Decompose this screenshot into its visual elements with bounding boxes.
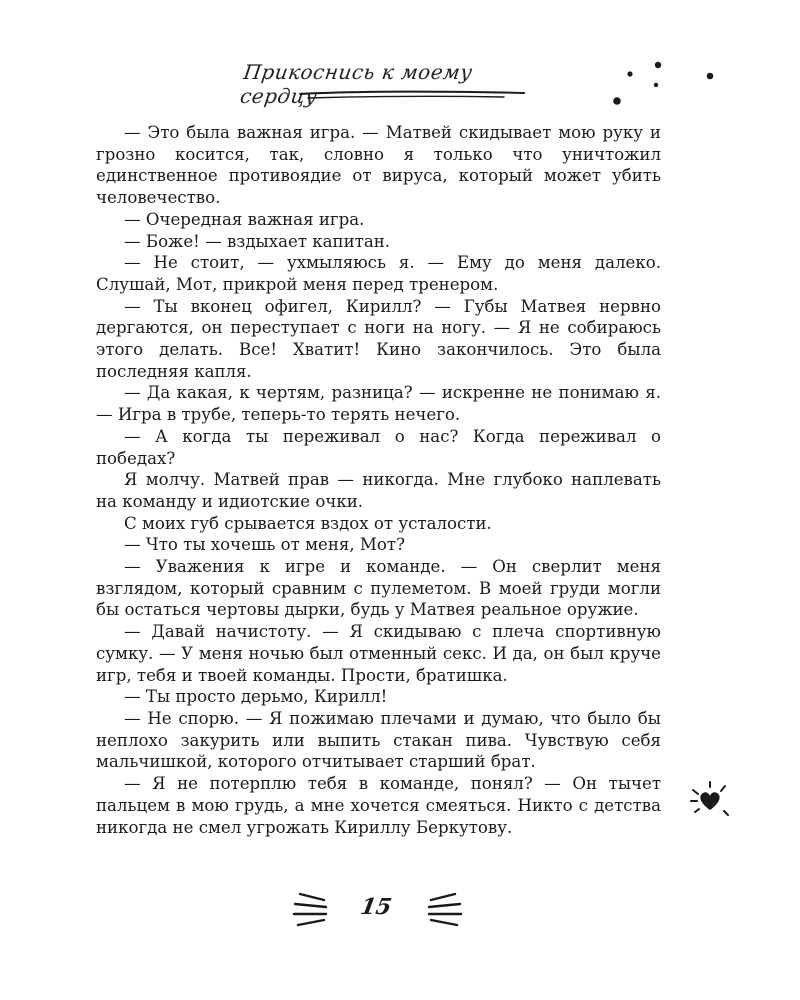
page-number-block: [290, 888, 465, 932]
paragraph: — Не стоит, — ухмыляюсь я. — Ему до меня далеко. Слушай, Мот, прикрой меня перед тренером.: [96, 253, 661, 294]
scattered-dots-icon: [600, 55, 730, 115]
paragraph: — Ты вконец офигел, Кирилл? — Губы Матвея нервно дергаются, он переступает с ноги на ногу. — Я не собираюсь этого делать. Все! Хватит! Кино закончилось. Это была последняя капля.: [96, 296, 661, 381]
paragraph: — Боже! — вздыхает капитан.: [124, 231, 391, 251]
paragraph: — Я не потерплю тебя в команде, понял? — Он тычет пальцем в мою грудь, а мне хочется смеяться. Никто с детства никогда не смел угрожать Кириллу Беркутову.: [96, 774, 661, 837]
paragraph: — Да какая, к чертям, разница? — искренне не понимаю я. — Игра в трубе, теперь-то терять нечего.: [96, 383, 661, 425]
heart-doodle-icon: [684, 780, 736, 822]
paragraph: — Уважения к игре и команде. — Он сверлит меня взглядом, который сравним с пулеметом. В моей груди могли бы остаться чертовы дырки, будь у Матвея реальное оружие.: [96, 557, 661, 620]
sunburst-rays-icon: [290, 888, 340, 932]
paragraph: — Это была важная игра. — Матвей скидывает мою руку и грозно косится, так, словно я только что уничтожил единственное противоядие от вируса, который может убить человечество.: [96, 123, 661, 208]
page-number: 15: [358, 894, 394, 920]
paragraph: — Давай начистоту. — Я скидываю с плеча спортивную сумку. — У меня ночью был отменный секс. И да, он был круче игр, тебя и твоей команды. Прости, братишка.: [96, 622, 661, 685]
paragraph: — Что ты хочешь от меня, Мот?: [124, 535, 405, 555]
paragraph: С моих губ срывается вздох от усталости.: [124, 513, 492, 533]
running-header-title: Прикоснись к моему сердцу: [238, 60, 475, 108]
body-text: [96, 122, 661, 838]
header-underline-icon: [298, 88, 528, 102]
paragraph: — Не спорю. — Я пожимаю плечами и думаю, что было бы неплохо закурить или выпить стакан пива. Чувствую себя мальчишкой, которого отчитывает старший брат.: [96, 708, 661, 772]
paragraph: — Очередная важная игра.: [124, 209, 365, 229]
paragraph: — А когда ты переживал о нас? Когда переживал о победах?: [96, 426, 661, 468]
paragraph: Я молчу. Матвей прав — никогда. Мне глубоко наплевать на команду и идиотские очки.: [96, 470, 661, 511]
sunburst-rays-icon: [415, 888, 465, 932]
paragraph: — Ты просто дерьмо, Кирилл!: [124, 687, 388, 707]
